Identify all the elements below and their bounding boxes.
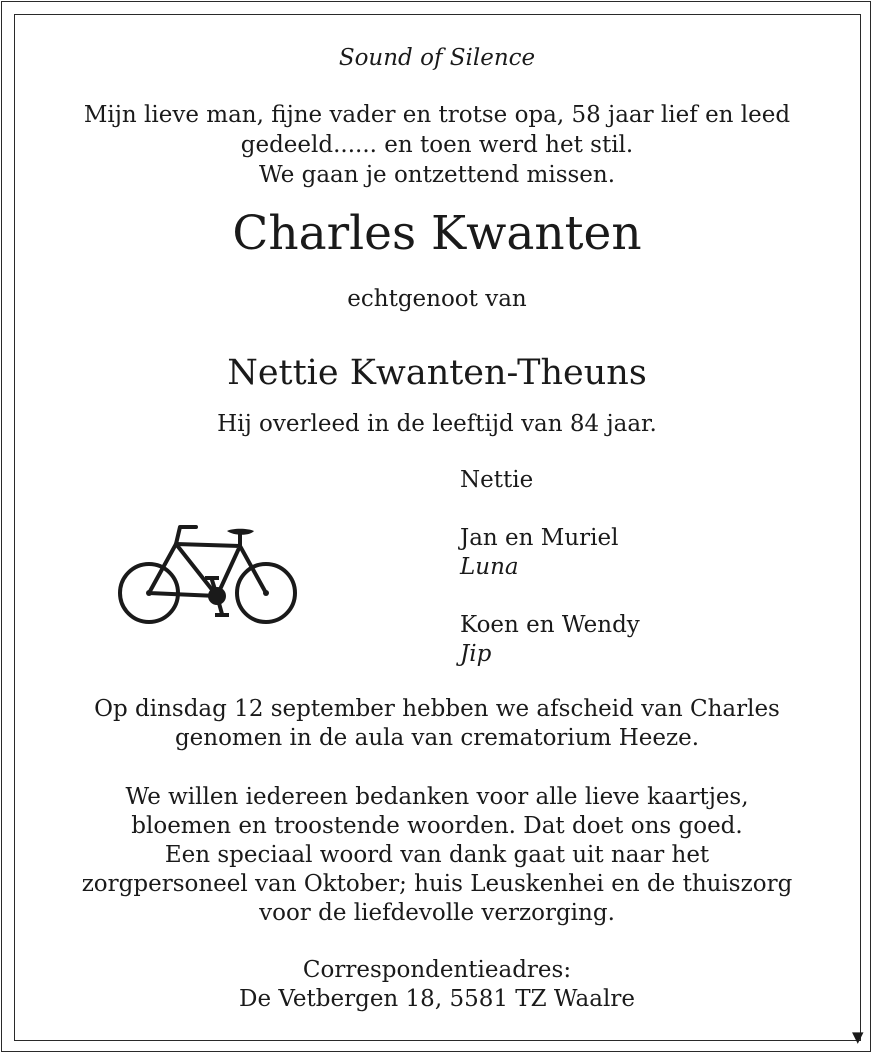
family-group-1 bbox=[460, 524, 640, 582]
motto-text: Sound of Silence bbox=[338, 45, 536, 71]
intro-line: gedeeld...... en toen werd het stil. bbox=[240, 132, 634, 158]
address-label: Correspondentieadres: bbox=[302, 957, 572, 983]
scroll-down-arrow-icon[interactable]: ▼ bbox=[852, 1028, 864, 1046]
family-grandchild: Luna bbox=[460, 554, 519, 580]
farewell-text bbox=[0, 695, 874, 753]
family-grandchild: Jip bbox=[460, 641, 492, 667]
thanks-line: Een speciaal woord van dank gaat uit naar het bbox=[164, 842, 710, 868]
thanks-line: zorgpersoneel van Oktober; huis Leuskenhei en de thuiszorg bbox=[81, 871, 793, 897]
family-group-spouse bbox=[460, 466, 640, 495]
motto bbox=[0, 43, 874, 73]
correspondence-address bbox=[0, 956, 874, 1014]
family-parents: Koen en Wendy bbox=[460, 612, 640, 638]
spouse-label bbox=[0, 284, 874, 314]
family-spouse: Nettie bbox=[460, 467, 534, 493]
spouse-name bbox=[0, 351, 874, 395]
age-line bbox=[0, 409, 874, 439]
thanks-text bbox=[0, 783, 874, 928]
intro-line: Mijn lieve man, fijne vader en trotse opa, 58 jaar lief en leed bbox=[83, 102, 791, 128]
deceased-name bbox=[0, 205, 874, 263]
family-list bbox=[460, 466, 640, 698]
thanks-line: We willen iedereen bedanken voor alle lieve kaartjes, bbox=[125, 784, 749, 810]
intro-text bbox=[0, 100, 874, 190]
intro-line: We gaan je ontzettend missen. bbox=[258, 162, 616, 188]
deceased-name-text: Charles Kwanten bbox=[232, 206, 642, 261]
farewell-line: Op dinsdag 12 september hebben we afscheid van Charles bbox=[94, 696, 780, 722]
family-parents: Jan en Muriel bbox=[460, 525, 619, 551]
spouse-label-text: echtgenoot van bbox=[347, 286, 527, 312]
thanks-line: voor de liefdevolle verzorging. bbox=[259, 900, 615, 926]
farewell-line: genomen in de aula van crematorium Heeze. bbox=[174, 725, 700, 751]
age-line-text: Hij overleed in de leeftijd van 84 jaar. bbox=[217, 411, 657, 437]
address-line: De Vetbergen 18, 5581 TZ Waalre bbox=[239, 986, 635, 1012]
bicycle-icon bbox=[116, 522, 300, 626]
spouse-name-text: Nettie Kwanten-Theuns bbox=[227, 353, 647, 393]
thanks-line: bloemen en troostende woorden. Dat doet ons goed. bbox=[131, 813, 743, 839]
family-group-2 bbox=[460, 611, 640, 669]
